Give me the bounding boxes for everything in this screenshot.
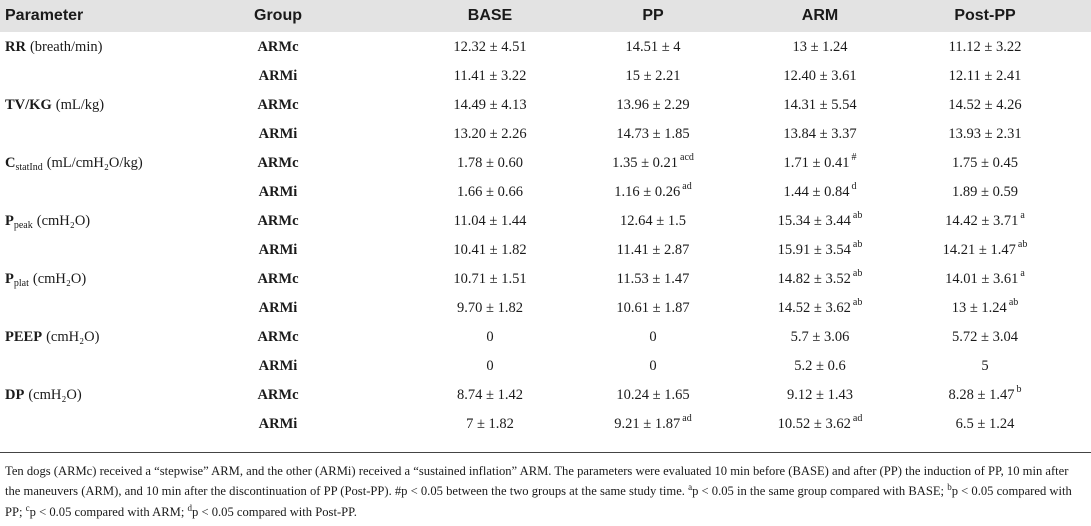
significance-marker: ab bbox=[1008, 296, 1019, 308]
parameter-cell bbox=[5, 352, 245, 380]
footnote-sup-a: a bbox=[688, 482, 693, 492]
footnote-sup-b: b bbox=[947, 482, 952, 492]
parameter-cell bbox=[5, 380, 245, 410]
group-cell: ARMc bbox=[257, 154, 299, 171]
value-text: 13.96 ± 2.29 bbox=[616, 96, 690, 113]
value-cell-base bbox=[395, 380, 585, 410]
parameter-unit: (cmH₂O) bbox=[28, 386, 82, 403]
significance-marker: ab bbox=[852, 267, 863, 279]
parameter-name: C bbox=[5, 154, 16, 171]
value-text: 13 ± 1.24 bbox=[951, 299, 1007, 316]
value-text: 10.52 ± 3.62 bbox=[777, 415, 851, 432]
value-cell-base bbox=[395, 206, 585, 236]
parameter-cell bbox=[5, 410, 245, 438]
value-text: 14.49 ± 4.13 bbox=[453, 96, 527, 113]
value-cell-post-pp bbox=[890, 322, 1080, 352]
table-row bbox=[0, 322, 1091, 352]
value-cell-arm bbox=[725, 62, 915, 90]
value-cell-base bbox=[395, 410, 585, 438]
value-text: 12.64 ± 1.5 bbox=[620, 212, 686, 229]
parameter-cell bbox=[5, 236, 245, 264]
value-cell-base bbox=[395, 90, 585, 120]
parameter-name: P bbox=[5, 270, 14, 287]
value-cell-pp bbox=[558, 62, 748, 90]
header-base: BASE bbox=[467, 7, 513, 24]
value-cell-pp bbox=[558, 90, 748, 120]
value-cell-pp bbox=[558, 410, 748, 438]
value-cell-post-pp bbox=[890, 148, 1080, 178]
value-text: 1.78 ± 0.60 bbox=[457, 154, 523, 171]
value-cell-post-pp bbox=[890, 410, 1080, 438]
value-text: 1.89 ± 0.59 bbox=[952, 183, 1018, 200]
table-bottom-rule bbox=[0, 452, 1091, 453]
value-text: 0 bbox=[649, 357, 657, 374]
value-text: 1.75 ± 0.45 bbox=[952, 154, 1018, 171]
group-cell: ARMi bbox=[258, 241, 298, 258]
parameter-unit: (mL/kg) bbox=[55, 96, 105, 113]
value-cell-pp bbox=[558, 206, 748, 236]
group-cell: ARMc bbox=[257, 270, 299, 287]
parameter-unit: (mL/cmH₂O/kg) bbox=[46, 154, 143, 171]
table-row bbox=[0, 236, 1091, 264]
value-cell-base bbox=[395, 32, 585, 62]
significance-marker: a bbox=[1020, 267, 1025, 279]
value-cell-arm bbox=[725, 410, 915, 438]
value-cell-arm bbox=[725, 120, 915, 148]
group-cell: ARMi bbox=[258, 67, 298, 84]
value-text: 1.16 ± 0.26 bbox=[614, 183, 681, 200]
parameter-cell bbox=[5, 62, 245, 90]
value-text: 8.74 ± 1.42 bbox=[457, 386, 523, 403]
value-text: 15.34 ± 3.44 bbox=[777, 212, 851, 229]
value-text: 10.71 ± 1.51 bbox=[453, 270, 527, 287]
value-cell-base bbox=[395, 178, 585, 206]
value-text: 1.71 ± 0.41 bbox=[783, 154, 850, 171]
significance-marker: # bbox=[851, 151, 857, 163]
group-cell: ARMi bbox=[258, 125, 298, 142]
table-row bbox=[0, 410, 1091, 438]
significance-marker: ab bbox=[852, 238, 863, 250]
header-group: Group bbox=[254, 7, 302, 24]
table-row bbox=[0, 32, 1091, 62]
value-text: 5 bbox=[981, 357, 989, 374]
parameter-unit: (cmH₂O) bbox=[36, 212, 91, 229]
table-row bbox=[0, 148, 1091, 178]
parameter-cell bbox=[5, 120, 245, 148]
parameter-name: DP bbox=[5, 386, 25, 403]
value-cell-pp bbox=[558, 294, 748, 322]
value-text: 5.7 ± 3.06 bbox=[790, 328, 850, 345]
value-cell-arm bbox=[725, 90, 915, 120]
significance-marker: ab bbox=[1017, 238, 1028, 250]
value-text: 9.12 ± 1.43 bbox=[787, 386, 853, 403]
value-cell-post-pp bbox=[890, 206, 1080, 236]
footnote-text: p < 0.05 compared with ARM; bbox=[29, 505, 188, 519]
parameter-cell bbox=[5, 294, 245, 322]
significance-marker: b bbox=[1016, 383, 1022, 395]
value-cell-arm bbox=[725, 294, 915, 322]
value-cell-pp bbox=[558, 148, 748, 178]
group-cell: ARMi bbox=[258, 299, 298, 316]
value-cell-arm bbox=[725, 380, 915, 410]
value-text: 10.24 ± 1.65 bbox=[616, 386, 690, 403]
value-text: 11.04 ± 1.44 bbox=[453, 212, 527, 229]
value-cell-post-pp bbox=[890, 120, 1080, 148]
value-text: 1.35 ± 0.21 bbox=[612, 154, 679, 171]
value-text: 15 ± 2.21 bbox=[625, 67, 681, 84]
significance-marker: acd bbox=[680, 151, 694, 163]
header-post-pp: Post-PP bbox=[954, 7, 1016, 24]
header-arm: ARM bbox=[801, 7, 839, 24]
value-text: 13.84 ± 3.37 bbox=[783, 125, 857, 142]
value-cell-post-pp bbox=[890, 62, 1080, 90]
value-text: 14.82 ± 3.52 bbox=[777, 270, 851, 287]
value-text: 9.70 ± 1.82 bbox=[457, 299, 523, 316]
value-cell-base bbox=[395, 120, 585, 148]
value-cell-pp bbox=[558, 236, 748, 264]
table-row bbox=[0, 294, 1091, 322]
footnote-text: p < 0.05 compared with Post-PP. bbox=[192, 505, 357, 519]
value-text: 5.2 ± 0.6 bbox=[794, 357, 846, 374]
value-text: 7 ± 1.82 bbox=[466, 415, 514, 432]
value-text: 1.44 ± 0.84 bbox=[783, 183, 850, 200]
table-row bbox=[0, 264, 1091, 294]
group-cell: ARMi bbox=[258, 357, 298, 374]
value-cell-base bbox=[395, 294, 585, 322]
group-cell: ARMc bbox=[257, 96, 299, 113]
footnote-text: Ten dogs (ARMc) received a “stepwise” ARM, and the other (ARMi) received a “sustained inflation” ARM. The parameters were evaluated 10 min before (BASE) and after (PP) the induction of PP, 10 min after the maneuvers (ARM), and 10 min after the discontinuation of PP (Post-PP). #p < 0.05 between the two groups at the same study time. bbox=[5, 464, 1069, 498]
parameter-subscript: peak bbox=[13, 219, 33, 231]
value-text: 14.42 ± 3.71 bbox=[945, 212, 1019, 229]
significance-marker: ab bbox=[852, 209, 863, 221]
value-text: 12.32 ± 4.51 bbox=[453, 38, 527, 55]
parameter-subscript: statInd bbox=[15, 161, 43, 173]
significance-marker: d bbox=[851, 180, 857, 192]
value-cell-base bbox=[395, 236, 585, 264]
parameter-cell bbox=[5, 264, 245, 294]
value-cell-post-pp bbox=[890, 32, 1080, 62]
parameter-cell bbox=[5, 178, 245, 206]
value-text: 0 bbox=[486, 328, 494, 345]
value-cell-base bbox=[395, 148, 585, 178]
value-text: 11.41 ± 3.22 bbox=[453, 67, 527, 84]
table-row bbox=[0, 178, 1091, 206]
table-row bbox=[0, 206, 1091, 236]
value-cell-base bbox=[395, 264, 585, 294]
parameter-name: PEEP bbox=[5, 328, 43, 345]
value-cell-pp bbox=[558, 178, 748, 206]
value-text: 5.72 ± 3.04 bbox=[952, 328, 1018, 345]
value-text: 13 ± 1.24 bbox=[792, 38, 848, 55]
value-text: 14.73 ± 1.85 bbox=[616, 125, 690, 142]
group-cell: ARMc bbox=[257, 38, 299, 55]
parameter-unit: (cmH₂O) bbox=[46, 328, 100, 345]
parameter-cell bbox=[5, 32, 245, 62]
value-cell-post-pp bbox=[890, 236, 1080, 264]
value-text: 13.93 ± 2.31 bbox=[948, 125, 1022, 142]
table-row bbox=[0, 90, 1091, 120]
value-cell-post-pp bbox=[890, 294, 1080, 322]
value-text: 6.5 ± 1.24 bbox=[955, 415, 1015, 432]
value-cell-post-pp bbox=[890, 380, 1080, 410]
significance-marker: ad bbox=[852, 412, 863, 424]
value-cell-base bbox=[395, 352, 585, 380]
value-text: 10.41 ± 1.82 bbox=[453, 241, 527, 258]
value-cell-pp bbox=[558, 380, 748, 410]
value-text: 12.40 ± 3.61 bbox=[783, 67, 857, 84]
parameter-subscript: plat bbox=[13, 277, 29, 289]
parameter-cell bbox=[5, 206, 245, 236]
value-text: 1.66 ± 0.66 bbox=[457, 183, 523, 200]
value-text: 11.41 ± 2.87 bbox=[616, 241, 690, 258]
parameter-cell bbox=[5, 90, 245, 120]
header-parameter: Parameter bbox=[5, 7, 84, 24]
parameter-unit: (cmH₂O) bbox=[32, 270, 87, 287]
footnote-text: p < 0.05 in the same group compared with BASE; bbox=[692, 484, 948, 498]
value-text: 15.91 ± 3.54 bbox=[777, 241, 851, 258]
group-cell: ARMi bbox=[258, 183, 298, 200]
footnote-text: p < 0.05 compared with PP; bbox=[5, 484, 1072, 519]
parameter-name: TV/KG bbox=[5, 96, 52, 113]
value-cell-base bbox=[395, 62, 585, 90]
header-pp: PP bbox=[642, 7, 664, 24]
value-cell-arm bbox=[725, 178, 915, 206]
table-row bbox=[0, 352, 1091, 380]
value-cell-arm bbox=[725, 322, 915, 352]
value-text: 0 bbox=[486, 357, 494, 374]
value-cell-arm bbox=[725, 148, 915, 178]
value-text: 14.31 ± 5.54 bbox=[783, 96, 857, 113]
value-cell-pp bbox=[558, 32, 748, 62]
value-cell-arm bbox=[725, 206, 915, 236]
group-cell: ARMi bbox=[258, 415, 298, 432]
value-cell-post-pp bbox=[890, 264, 1080, 294]
value-cell-arm bbox=[725, 264, 915, 294]
value-text: 14.52 ± 4.26 bbox=[948, 96, 1022, 113]
value-text: 12.11 ± 2.41 bbox=[948, 67, 1022, 84]
table-header-row bbox=[0, 0, 1091, 32]
value-text: 11.12 ± 3.22 bbox=[948, 38, 1022, 55]
parameter-cell bbox=[5, 148, 245, 178]
significance-marker: ad bbox=[682, 412, 692, 424]
group-cell: ARMc bbox=[257, 386, 299, 403]
value-cell-arm bbox=[725, 352, 915, 380]
value-cell-pp bbox=[558, 352, 748, 380]
value-text: 9.21 ± 1.87 bbox=[614, 415, 681, 432]
footnote-sup-c: c bbox=[25, 503, 30, 513]
value-text: 11.53 ± 1.47 bbox=[616, 270, 690, 287]
parameter-cell bbox=[5, 322, 245, 352]
significance-marker: ad bbox=[682, 180, 692, 192]
group-cell: ARMc bbox=[257, 328, 299, 345]
value-text: 0 bbox=[649, 328, 657, 345]
table-row bbox=[0, 120, 1091, 148]
value-text: 8.28 ± 1.47 bbox=[948, 386, 1015, 403]
value-cell-arm bbox=[725, 32, 915, 62]
significance-marker: a bbox=[1020, 209, 1025, 221]
table-body bbox=[0, 32, 1091, 438]
table-footnote bbox=[5, 461, 1083, 523]
value-text: 14.21 ± 1.47 bbox=[942, 241, 1016, 258]
significance-marker: ab bbox=[852, 296, 863, 308]
footnote-sup-d: d bbox=[187, 503, 193, 513]
table-row bbox=[0, 380, 1091, 410]
value-cell-pp bbox=[558, 322, 748, 352]
value-cell-post-pp bbox=[890, 178, 1080, 206]
value-cell-base bbox=[395, 322, 585, 352]
table-row bbox=[0, 62, 1091, 90]
value-cell-post-pp bbox=[890, 352, 1080, 380]
value-cell-arm bbox=[725, 236, 915, 264]
value-cell-pp bbox=[558, 264, 748, 294]
parameter-unit: (breath/min) bbox=[29, 38, 103, 55]
parameter-name: P bbox=[5, 212, 14, 229]
value-text: 14.52 ± 3.62 bbox=[777, 299, 851, 316]
group-cell: ARMc bbox=[257, 212, 299, 229]
value-text: 13.20 ± 2.26 bbox=[453, 125, 527, 142]
parameter-name: RR bbox=[5, 38, 26, 55]
value-cell-post-pp bbox=[890, 90, 1080, 120]
value-text: 10.61 ± 1.87 bbox=[616, 299, 690, 316]
value-text: 14.51 ± 4 bbox=[625, 38, 681, 55]
value-cell-pp bbox=[558, 120, 748, 148]
value-text: 14.01 ± 3.61 bbox=[945, 270, 1019, 287]
